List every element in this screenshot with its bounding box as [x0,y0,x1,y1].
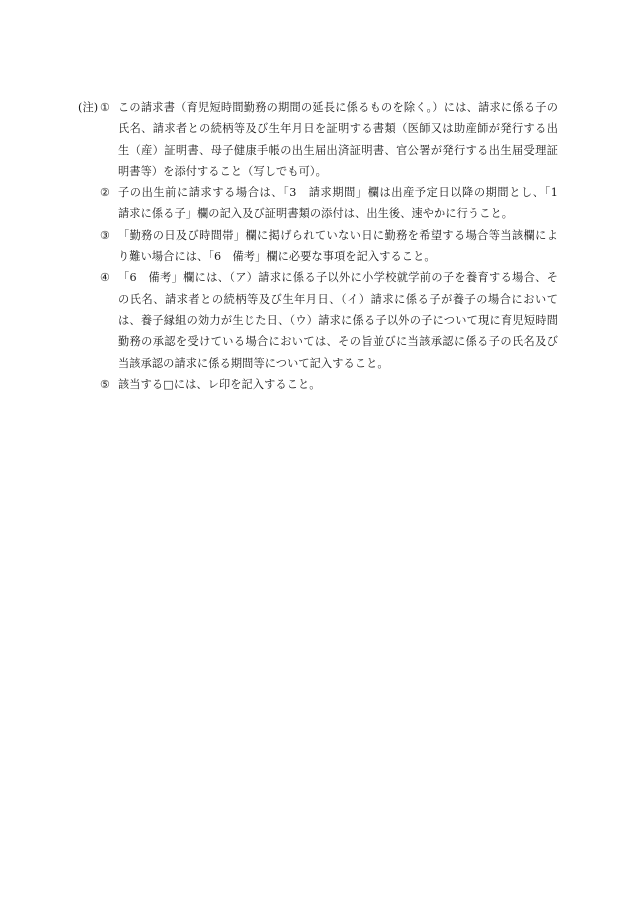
note-number: ① [100,101,111,114]
note-text: 該当する□には、レ印を記入すること。 [118,377,321,391]
note-item-2 [78,182,570,225]
note-lead [78,225,118,246]
note-text: この請求書（育児短時間勤務の期間の延長に係るものを除く。）には、請求に係る子の氏名、請求者との続柄等及び生年月日を証明する書類（医師又は助産師が発行する出生（産）証明書、母子健康手帳の出生届出済証明書、官公署が発行する出生届受理証明書等）を添付すること（写しでも可）。 [118,101,558,178]
note-number: ③ [100,228,111,242]
notes-prefix: (注) [78,101,99,114]
note-text: 「勤務の日及び時間帯」欄に掲げられていない日に勤務を希望する場合等当該欄により難い場合には、「6 備考」欄に必要な事項を記入すること。 [118,228,558,264]
note-lead [78,267,118,288]
note-item-3 [78,225,558,268]
note-item-5 [78,374,558,395]
note-item-4 [78,267,558,373]
note-item-1 [78,97,558,182]
note-lead [78,97,118,118]
notes-section [78,97,570,395]
note-number: ④ [100,271,111,285]
note-text: 子の出生前に請求する場合は、「3 請求期間」欄は出産予定日以降の期間とし、「1 請求に係る子」欄の記入及び証明書類の添付は、出生後、速やかに行うこと。 [118,186,570,221]
note-lead [78,374,118,395]
note-lead [78,182,118,203]
note-number: ② [100,186,111,200]
note-number: ⑤ [100,377,111,391]
note-text: 「6 備考」欄には、（ア）請求に係る子以外に小学校就学前の子を養育する場合、その氏名、請求者との続柄等及び生年月日、（イ）請求に係る子が養子の場合においては、養子縁組の効力が生じた日、（ウ）請求に係る子以外の子について現に育児短時間勤務の承認を受けている場合においては、その旨並びに当該承認に係る子の氏名及び当該承認の請求に係る期間等について記入すること。 [118,271,558,370]
